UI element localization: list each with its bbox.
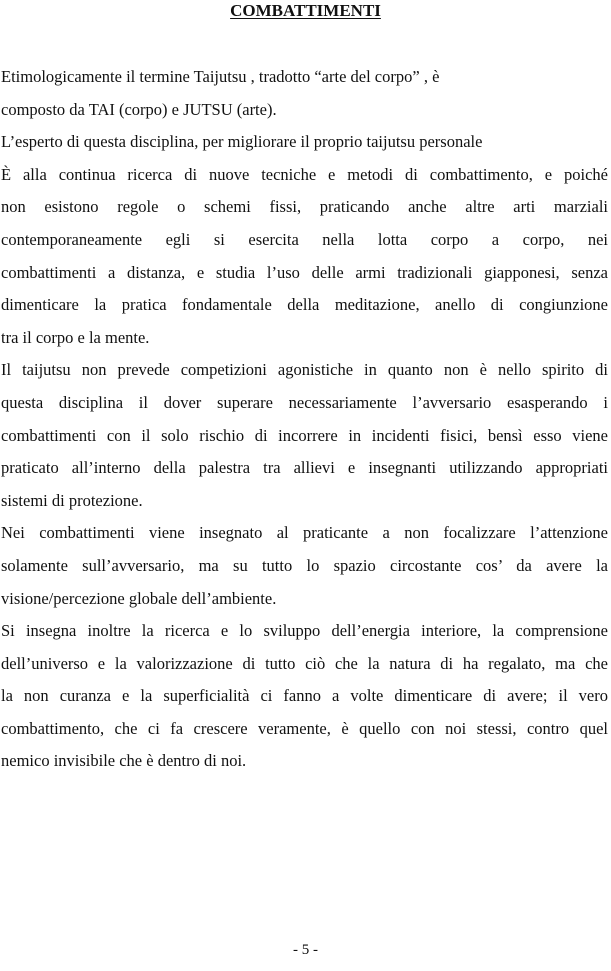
text-line: praticato all’interno della palestra tra allievi e insegnanti utilizzando appropriati xyxy=(1,458,608,478)
text-line: combattimenti con il solo rischio di incorrere in incidenti fisici, bensì esso viene xyxy=(1,425,608,445)
text-line: combattimento, che ci fa crescere veramente, è quello con noi stessi, contro quel xyxy=(1,718,608,738)
page-title: COMBATTIMENTI xyxy=(230,1,381,20)
text-line: Nei combattimenti viene insegnato al praticante a non focalizzare l’attenzione xyxy=(1,523,608,543)
text-line: sistemi di protezione. xyxy=(1,490,143,510)
text-line: tra il corpo e la mente. xyxy=(1,327,150,347)
text-line: composto da TAI (corpo) e JUTSU (arte). xyxy=(1,99,277,119)
text-line: dimenticare la pratica fondamentale della meditazione, anello di congiunzione xyxy=(1,295,608,315)
text-line: contemporaneamente egli si esercita nella lotta corpo a corpo, nei xyxy=(1,229,608,249)
text-line: È alla continua ricerca di nuove tecniche e metodi di combattimento, e poiché xyxy=(1,164,608,184)
page-number: - 5 - xyxy=(293,942,318,958)
text-line: solamente sull’avversario, ma su tutto lo spazio circostante cos’ da avere la xyxy=(1,555,608,575)
text-line: visione/percezione globale dell’ambiente. xyxy=(1,588,277,608)
text-line: la non curanza e la superficialità ci fanno a volte dimenticare di avere; il vero xyxy=(1,686,608,706)
text-line: non esistono regole o schemi fissi, praticando anche altre arti marziali xyxy=(1,197,608,217)
text-line: combattimenti a distanza, e studia l’uso delle armi tradizionali giapponesi, senza xyxy=(1,262,608,282)
text-line: Il taijutsu non prevede competizioni agonistiche in quanto non è nello spirito di xyxy=(1,360,608,380)
text-line: questa disciplina il dover superare necessariamente l’avversario esasperando i xyxy=(1,392,608,412)
body-text xyxy=(1,61,608,778)
text-line: Etimologicamente il termine Taijutsu , tradotto “arte del corpo” , è xyxy=(1,67,440,86)
text-line: dell’universo e la valorizzazione di tutto ciò che la natura di ha regalato, ma che xyxy=(1,653,608,673)
text-line: Si insegna inoltre la ricerca e lo sviluppo dell’energia interiore, la comprensione xyxy=(1,621,608,641)
text-line: L’esperto di questa disciplina, per migliorare il proprio taijutsu personale xyxy=(1,132,483,152)
text-line: nemico invisibile che è dentro di noi. xyxy=(1,751,247,771)
